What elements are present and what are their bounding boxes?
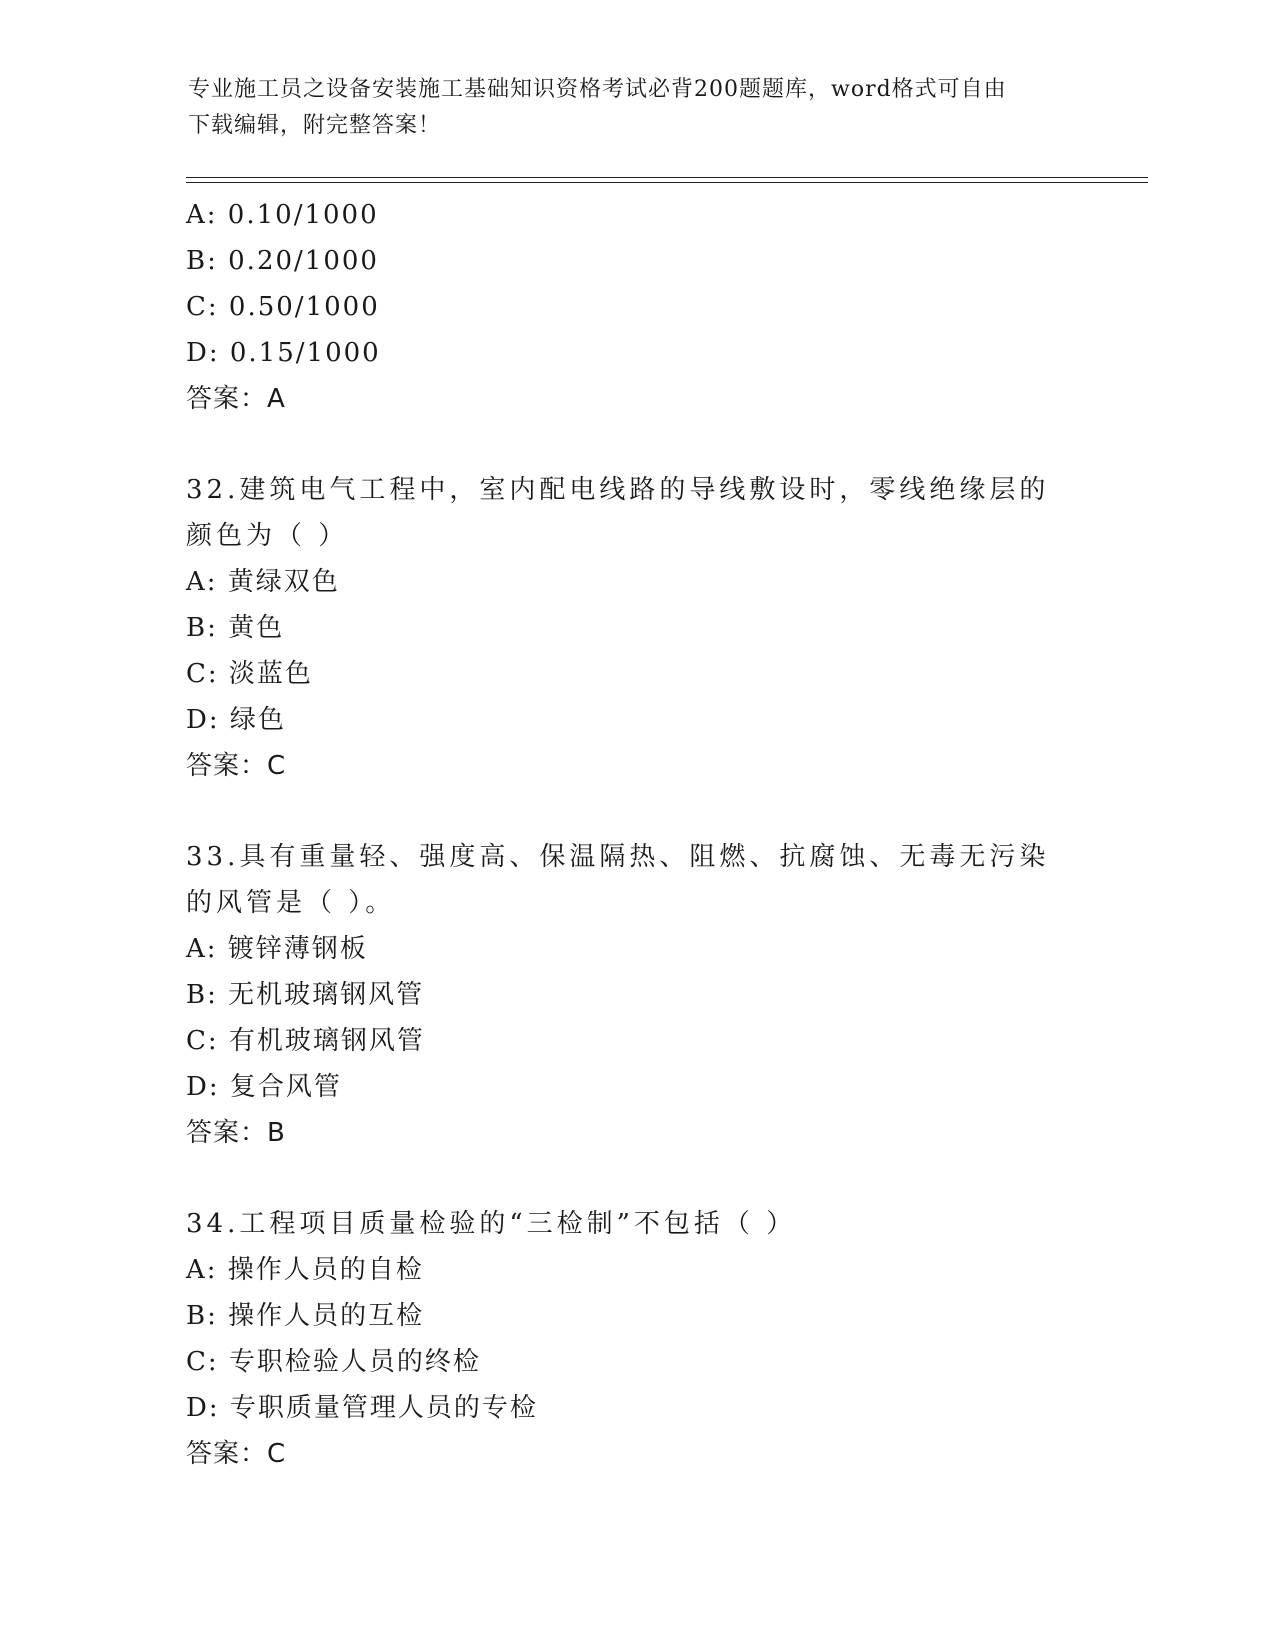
option-a: A: 操作人员的自检: [186, 1255, 424, 1285]
question-text: 32.建筑电气工程中，室内配电线路的导线敷设时，零线绝缘层的颜色为（ ）: [186, 475, 1050, 551]
option-c: C: 有机玻璃钢风管: [186, 1026, 425, 1056]
option-d: D: 绿色: [186, 705, 286, 735]
option-d: D: 专职质量管理人员的专检: [186, 1393, 538, 1423]
option-d: D: 0.15/1000: [186, 338, 381, 368]
header-divider-thin: [186, 182, 1148, 183]
question-33: [186, 834, 1086, 1156]
question-34: [186, 1201, 1086, 1477]
option-c: C: 0.50/1000: [186, 292, 380, 322]
question-text: 34.工程项目质量检验的“三检制”不包括（ ）: [186, 1209, 797, 1239]
header-line-1: 专业施工员之设备安装施工基础知识资格考试必背200题题库，word格式可自由: [188, 77, 1007, 102]
answer-label: 答案：B: [186, 1118, 286, 1148]
option-a: A: 镀锌薄钢板: [186, 934, 368, 964]
option-d: D: 复合风管: [186, 1072, 342, 1102]
question-text: 33.具有重量轻、强度高、保温隔热、阻燃、抗腐蚀、无毒无污染的风管是（ ）。: [186, 842, 1050, 918]
document-header: [188, 72, 1078, 144]
header-line-2: 下载编辑，附完整答案！: [188, 113, 442, 138]
question-list: [186, 192, 1086, 1477]
question-32: [186, 467, 1086, 789]
answer-label: 答案：C: [186, 1439, 287, 1469]
option-b: B: 操作人员的互检: [186, 1301, 425, 1331]
option-c: C: 专职检验人员的终检: [186, 1347, 481, 1377]
option-c: C: 淡蓝色: [186, 659, 313, 689]
answer-label: 答案：A: [186, 384, 286, 414]
answer-label: 答案：C: [186, 751, 287, 781]
option-b: B: 无机玻璃钢风管: [186, 980, 425, 1010]
header-divider-thick: [186, 177, 1148, 178]
option-a: A: 黄绿双色: [186, 567, 340, 597]
question-31: [186, 192, 1086, 422]
option-b: B: 0.20/1000: [186, 246, 379, 276]
option-a: A: 0.10/1000: [186, 200, 379, 230]
option-b: B: 黄色: [186, 613, 285, 643]
